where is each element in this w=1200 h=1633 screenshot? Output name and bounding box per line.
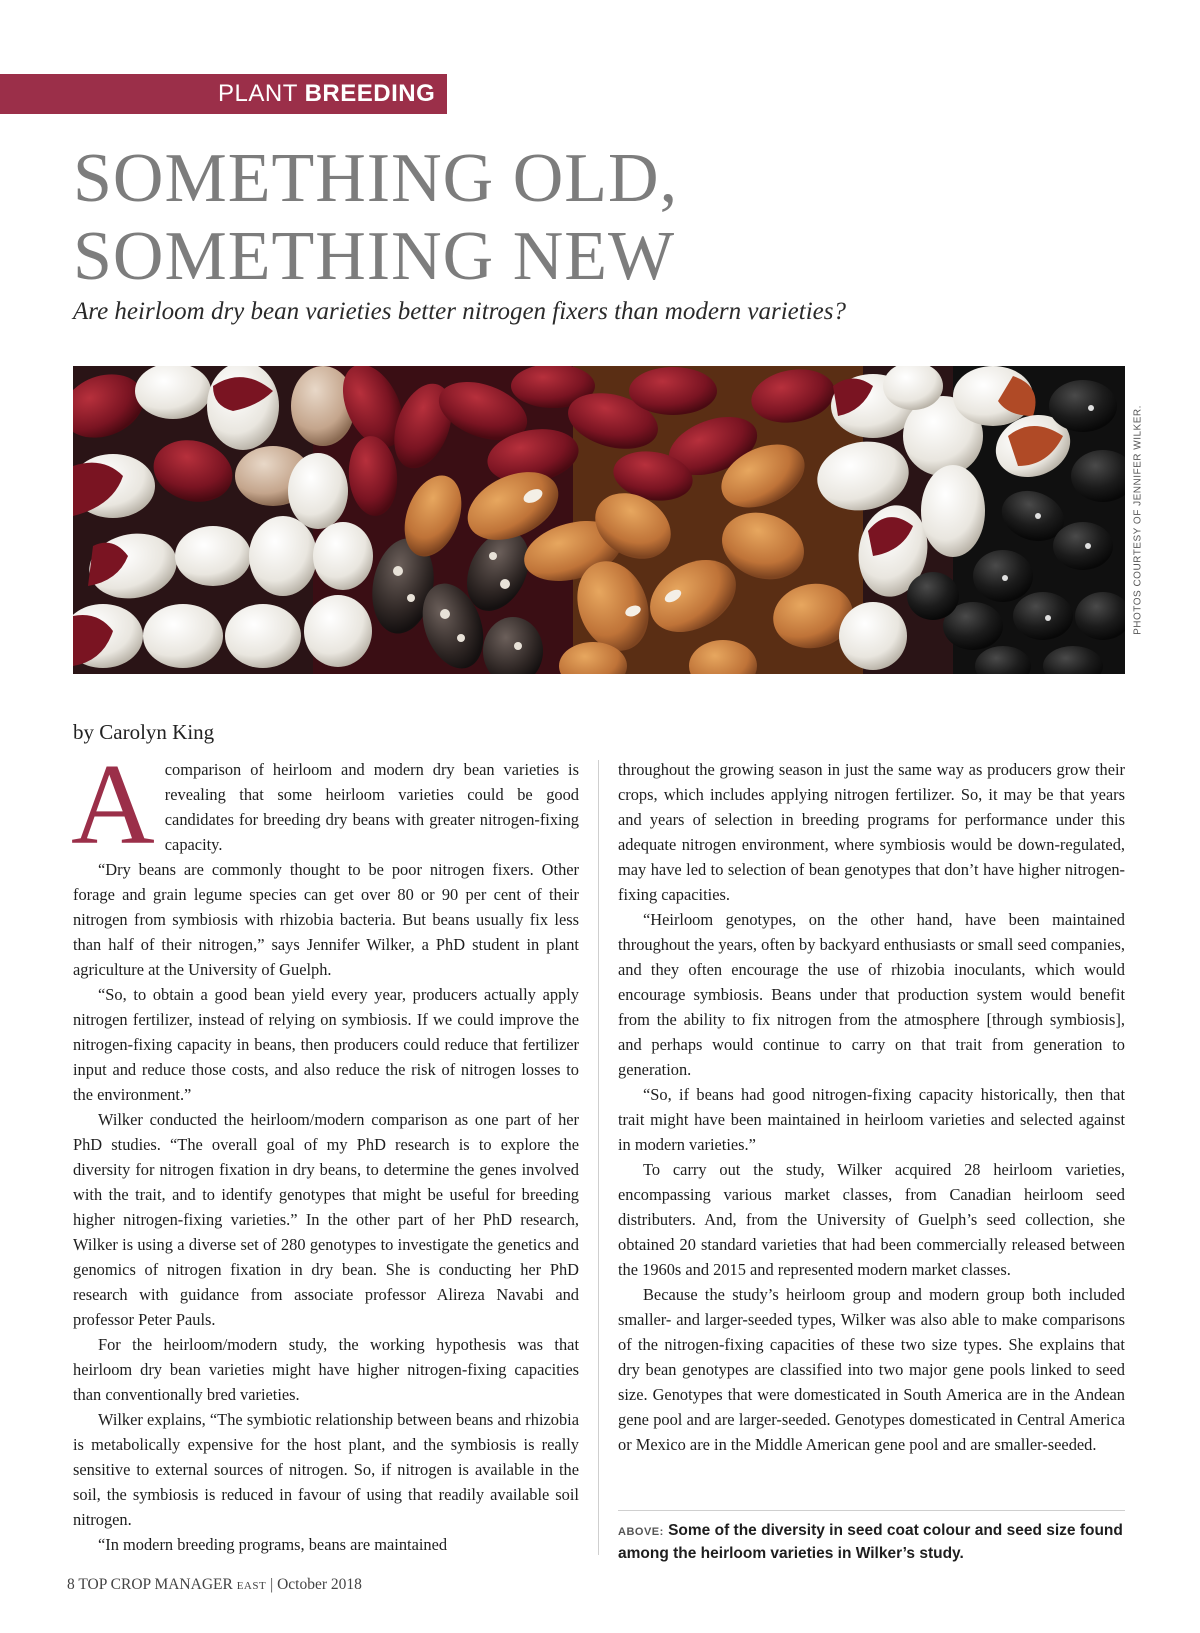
body-paragraph: “In modern breeding programs, beans are maintained — [98, 1535, 448, 1554]
body-paragraph: throughout the growing season in just the same way as producers grow their crops, which includes applying nitrogen fertilizer. So, it may be that years and years of selection in breeding programs for performance under this adequate nitrogen environment, where symbiosis would be down-regulated, may have led to selection of bean genotypes that don’t have higher nitrogen-fixing capacities. — [618, 760, 1125, 904]
body-column-2 — [618, 757, 1125, 1457]
section-tag-light: PLANT — [218, 80, 305, 107]
bean-photo — [73, 366, 1125, 674]
body-paragraph: “So, to obtain a good bean yield every year, producers actually apply nitrogen fertilizer, instead of relying on symbiosis. If we could improve the nitrogen-fixing capacity in beans, then producers could reduce that fertilizer input and reduce those costs, and also reduce the risk of nitrogen losses to the environment.” — [73, 985, 579, 1104]
caption-text: Some of the diversity in seed coat colour and seed size found among the heirloom varieties in Wilker’s study. — [618, 1522, 1123, 1562]
page-number: 8 — [67, 1576, 75, 1593]
drop-cap: A — [71, 741, 155, 869]
body-paragraph: To carry out the study, Wilker acquired 28 heirloom varieties, encompassing various market classes, from Canadian heirloom seed distributers. And, from the University of Guelph’s seed collection, she obtained 20 standard varieties that had been commercially released between the 1960s and 2015 and represented modern market classes. — [618, 1160, 1125, 1279]
body-column-1 — [71, 741, 579, 1557]
body-paragraph: For the heirloom/modern study, the working hypothesis was that heirloom dry bean varieties might have higher nitrogen-fixing capacities than conventionally bred varieties. — [73, 1335, 579, 1404]
issue-date: October 2018 — [277, 1576, 362, 1593]
folio-separator: | — [266, 1576, 278, 1593]
column-divider — [598, 760, 599, 1555]
body-paragraph: “Heirloom genotypes, on the other hand, have been maintained throughout the years, often by backyard enthusiasts or small seed companies, and they often encourage the use of rhizobia inoculants, which would encourage symbiosis. Beans under that production system would benefit from the ability to fix nitrogen from the atmosphere [through symbiosis], and perhaps would continue to carry on that trait from generation to generation. — [618, 910, 1125, 1079]
body-paragraph: Wilker conducted the heirloom/modern comparison as one part of her PhD studies. “The overall goal of my PhD research is to explore the diversity for nitrogen fixation in dry beans, to determine the genes involved with the trait, and to identify genotypes that might be useful for breeding higher nitrogen-fixing varieties.” In the other part of her PhD research, Wilker is using a diverse set of 280 genotypes to investigate the genetics and genomics of nitrogen fixation in dry bean. She is conducting her PhD research with guidance from associate professor Alireza Navabi and professor Peter Pauls. — [73, 1110, 579, 1329]
section-tag — [0, 74, 447, 114]
dek: Are heirloom dry bean varieties better nitrogen fixers than modern varieties? — [73, 298, 846, 325]
headline — [73, 140, 678, 296]
byline: by Carolyn King — [73, 720, 215, 744]
body-paragraph — [71, 741, 579, 869]
body-paragraph-text: comparison of heirloom and modern dry bean varieties is revealing that some heirloom varieties could be good candidates for breeding dry beans with greater nitrogen-fixing capacity. — [164, 760, 579, 854]
body-paragraph: “So, if beans had good nitrogen-fixing capacity historically, then that trait might have been maintained in heirloom varieties and selected against in modern varieties.” — [618, 1085, 1125, 1154]
page-folio — [67, 1576, 362, 1594]
photo-credit — [1130, 366, 1146, 674]
body-paragraph: Wilker explains, “The symbiotic relationship between beans and rhizobia is metabolically expensive for the host plant, and the symbiosis is really sensitive to external sources of nitrogen. So, if nitrogen is available in the soil, the symbiosis is reduced in favour of using that readily available soil nitrogen. — [73, 1410, 579, 1529]
headline-line-1: SOMETHING OLD, — [73, 140, 679, 217]
body-paragraph: Because the study’s heirloom group and modern group both included smaller- and larger-seeded types, Wilker was also able to make comparisons of the nitrogen-fixing capacities of these two size types. She explains that dry bean genotypes are classified into two major gene pools linked to seed size. Genotypes that were domesticated in South America are in the Andean gene pool and are larger-seeded. Genotypes domesticated in Central America or Mexico are in the Middle American gene pool and are smaller-seeded. — [618, 1285, 1125, 1454]
photo-caption — [618, 1510, 1125, 1564]
section-tag-bold: BREEDING — [304, 80, 436, 107]
headline-line-2: SOMETHING NEW — [73, 218, 676, 295]
body-paragraph: “Dry beans are commonly thought to be poor nitrogen fixers. Other forage and grain legume species can get over 80 or 90 per cent of their nitrogen from symbiosis with rhizobia bacteria. But beans usually fix less than half of their nitrogen,” says Jennifer Wilker, a PhD student in plant agriculture at the University of Guelph. — [73, 860, 579, 979]
photo-credit-text: PHOTOS COURTESY OF JENNIFER WILKER. — [1132, 405, 1144, 635]
magazine-edition: EAST — [236, 1580, 267, 1592]
caption-lead: ABOVE: — [618, 1526, 664, 1538]
magazine-name: TOP CROP MANAGER — [78, 1576, 233, 1593]
